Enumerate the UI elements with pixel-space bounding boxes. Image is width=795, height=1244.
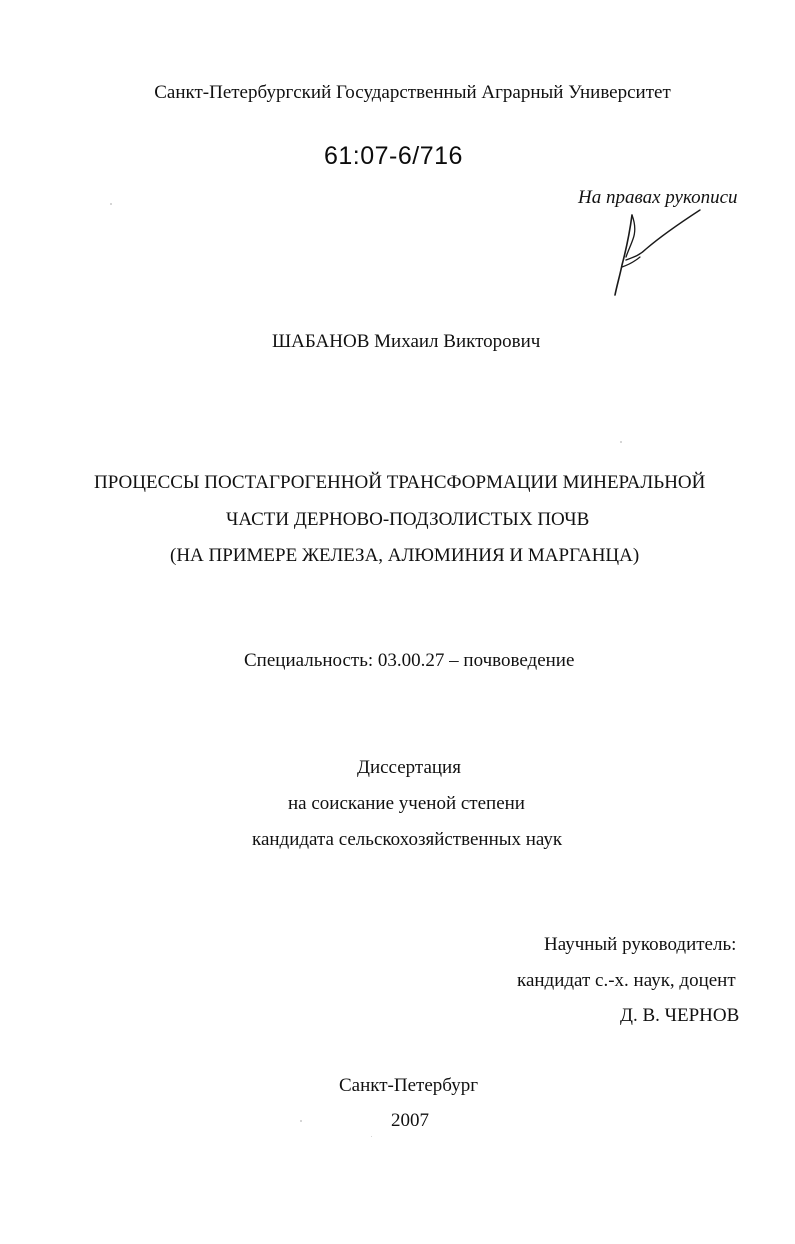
manuscript-rights-note: На правах рукописи bbox=[578, 187, 738, 208]
thesis-title-line: ПРОЦЕССЫ ПОСТАГРОГЕННОЙ ТРАНСФОРМАЦИИ МИНЕРАЛЬНОЙ bbox=[94, 472, 706, 493]
catalog-number-stamp: 61:07-6/716 bbox=[324, 142, 463, 170]
specialty-line: Специальность: 03.00.27 – почвоведение bbox=[244, 650, 575, 671]
city: Санкт-Петербург bbox=[339, 1075, 479, 1096]
scan-speck bbox=[620, 441, 622, 443]
scan-speck bbox=[300, 1120, 302, 1122]
dissertation-label: Диссертация bbox=[357, 757, 461, 778]
handwritten-signature bbox=[600, 205, 710, 300]
thesis-title-line: ЧАСТИ ДЕРНОВО-ПОДЗОЛИСТЫХ ПОЧВ bbox=[226, 509, 590, 530]
scan-speck bbox=[110, 203, 112, 205]
university-name: Санкт-Петербургский Государственный Аграрный Университет bbox=[154, 82, 671, 103]
year: 2007 bbox=[391, 1110, 429, 1131]
thesis-title-line: (НА ПРИМЕРЕ ЖЕЛЕЗА, АЛЮМИНИЯ И МАРГАНЦА) bbox=[170, 545, 640, 566]
scan-speck bbox=[371, 1136, 372, 1137]
supervisor-name: Д. В. ЧЕРНОВ bbox=[620, 1005, 740, 1026]
supervisor-label: Научный руководитель: bbox=[544, 934, 737, 955]
author-name: ШАБАНОВ Михаил Викторович bbox=[272, 331, 541, 352]
supervisor-degree: кандидат с.-х. наук, доцент bbox=[517, 970, 736, 991]
degree-line: кандидата сельскохозяйственных наук bbox=[252, 829, 563, 850]
degree-line: на соискание ученой степени bbox=[288, 793, 525, 814]
